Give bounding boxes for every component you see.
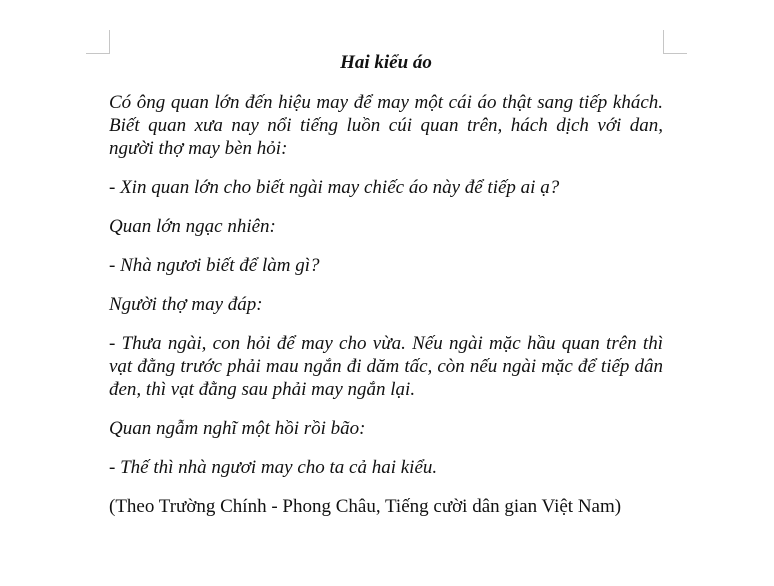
paragraph: Quan lớn ngạc nhiên: bbox=[109, 216, 276, 237]
page-corner-mark-right bbox=[663, 30, 687, 54]
paragraph: Người thợ may đáp: bbox=[109, 294, 263, 315]
paragraph: - Xin quan lớn cho biết ngài may chiếc áo này để tiếp ai ạ? bbox=[109, 177, 560, 198]
paragraph: - Thế thì nhà ngươi may cho ta cả hai kiểu. bbox=[109, 457, 438, 478]
paragraph: - Thưa ngài, con hỏi để may cho vừa. Nếu ngài mặc hầu quan trên thì vạt đằng trước phải mau ngắn đi dăm tấc, còn nếu ngài mặc để tiếp dân đen, thì vạt đằng sau phải may ngắn lại. bbox=[109, 333, 663, 400]
paragraph: - Nhà ngươi biết để làm gì? bbox=[109, 255, 320, 276]
document-page bbox=[109, 50, 663, 518]
source-citation: (Theo Trường Chính - Phong Châu, Tiếng cười dân gian Việt Nam) bbox=[109, 496, 622, 517]
document-title: Hai kiểu áo bbox=[340, 52, 432, 73]
paragraph: Quan ngẫm nghĩ một hồi rồi bão: bbox=[109, 418, 366, 439]
paragraph: Có ông quan lớn đến hiệu may để may một cái áo thật sang tiếp khách. Biết quan xưa nay nổi tiếng luồn cúi quan trên, hách dịch với dan, người thợ may bèn hỏi: bbox=[109, 92, 663, 159]
page-corner-mark-left bbox=[86, 30, 110, 54]
